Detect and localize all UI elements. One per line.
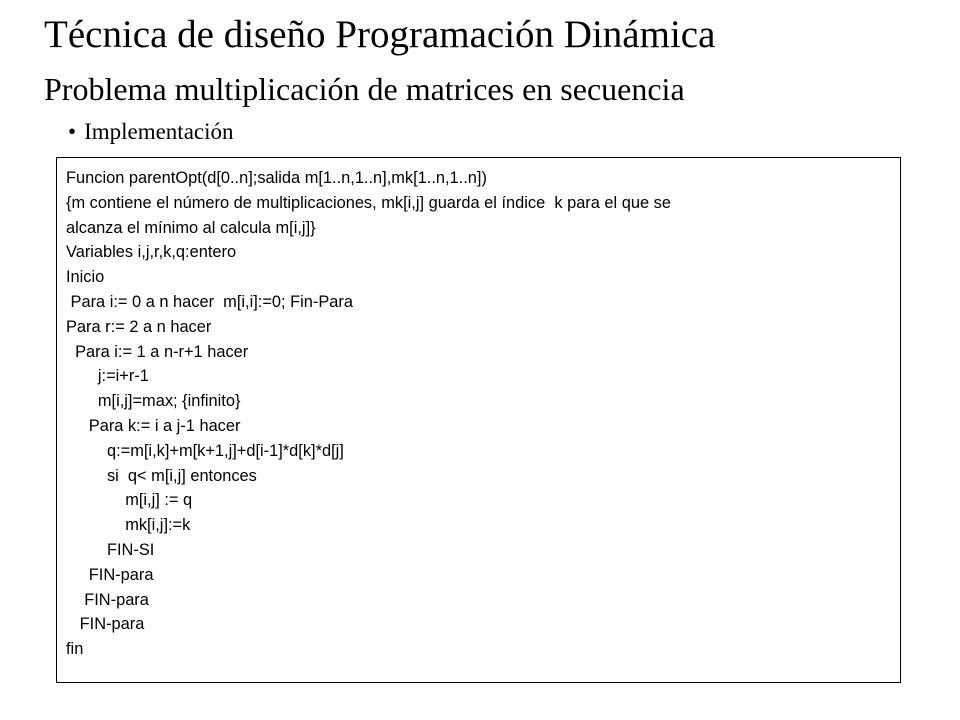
pseudocode-box	[56, 157, 901, 683]
code-line: Funcion parentOpt(d[0..n];salida m[1..n,1..n],mk[1..n,1..n])	[66, 169, 487, 187]
code-line: j:=i+r-1	[66, 367, 149, 386]
bullet-dot: •	[68, 119, 77, 144]
slide-subtitle: Problema multiplicación de matrices en secuencia	[44, 71, 685, 107]
code-line: Para k:= i a j-1 hacer	[66, 416, 241, 435]
code-line: Para i:= 0 a n hacer m[i,i]:=0; Fin-Para	[66, 292, 353, 311]
code-line: mk[i,j]:=k	[66, 516, 191, 535]
code-line: m[i,j]=max; {infinito}	[66, 392, 241, 411]
bullet-text: Implementación	[84, 119, 234, 144]
code-line: Variables i,j,r,k,q:entero	[66, 243, 237, 262]
code-line: FIN-SI	[66, 540, 155, 559]
code-line: Para r:= 2 a n hacer	[66, 317, 212, 336]
code-line: FIN-para	[66, 590, 149, 609]
bullet-item	[68, 117, 234, 147]
code-line: q:=m[i,k]+m[k+1,j]+d[i-1]*d[k]*d[j]	[66, 441, 344, 460]
code-line: Para i:= 1 a n-r+1 hacer	[66, 342, 249, 361]
code-line: m[i,j] := q	[66, 491, 193, 510]
code-line: si q< m[i,j] entonces	[66, 466, 257, 485]
slide-title: Técnica de diseño Programación Dinámica	[44, 13, 716, 56]
code-line: FIN-para	[66, 565, 154, 584]
code-line: Inicio	[66, 268, 105, 287]
code-line: {m contiene el número de multiplicaciones, mk[i,j] guarda el índice k para el que se	[66, 193, 671, 212]
code-line: FIN-para	[66, 615, 145, 634]
code-line: fin	[66, 640, 84, 659]
code-line: alcanza el mínimo al calcula m[i,j]}	[66, 218, 316, 237]
